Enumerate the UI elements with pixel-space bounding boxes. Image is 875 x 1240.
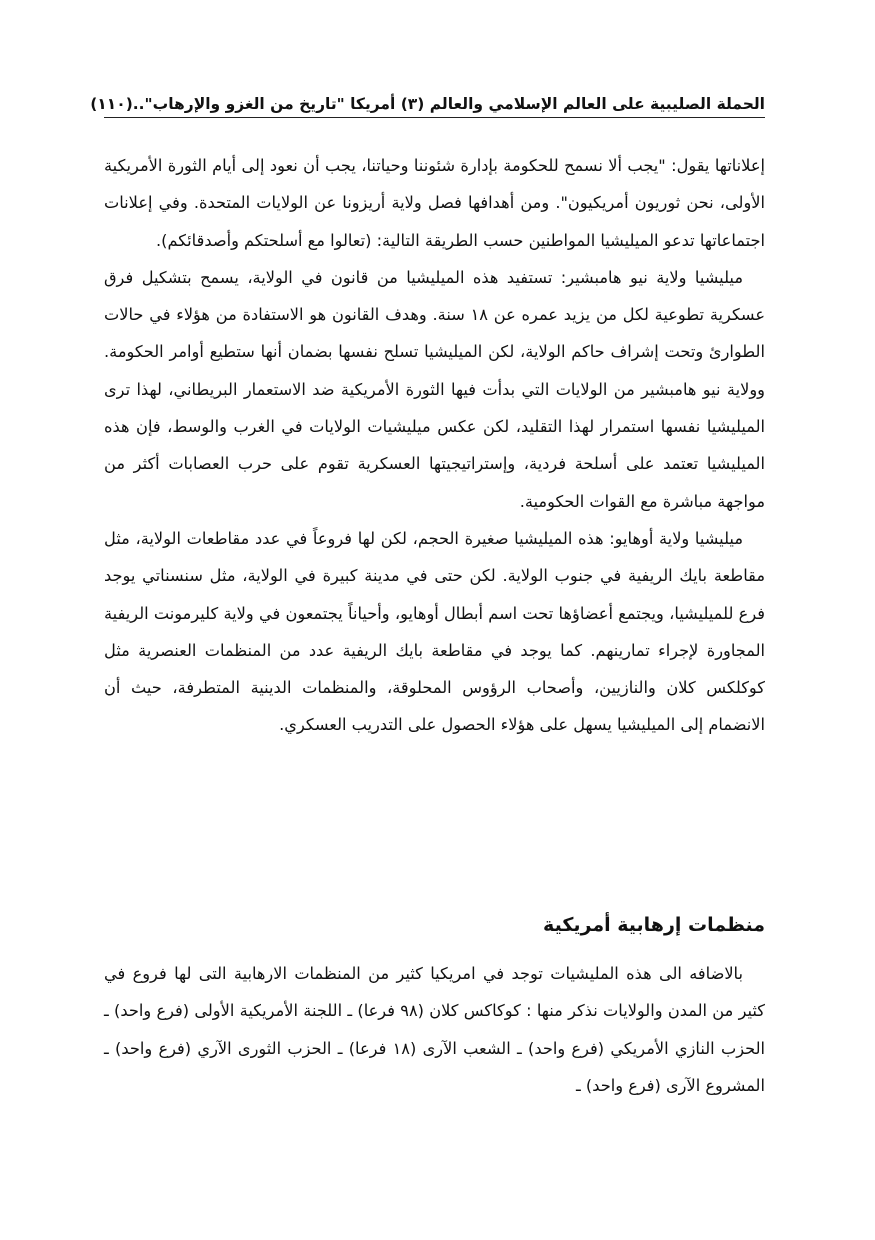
- section-heading: منظمات إرهابية أمريكية: [543, 914, 765, 936]
- page-number: (١١٠): [90, 95, 133, 113]
- body-text: [104, 147, 765, 744]
- paragraph-continuation: إعلاناتها يقول: "يجب ألا نسمح للحكومة بإدارة شئوننا وحياتنا، يجب أن نعود إلى أيام الثورة الأمريكية الأولى، نحن ثوريون أمريكيون". ومن أهدافها فصل ولاية أريزونا عن الولايات المتحدة. وفي إعلانات اجتماعاتها تدعو الميليشيا المواطنين حسب الطريقة التالية: (تعالوا مع أسلحتكم وأصدقائكم).: [104, 156, 765, 250]
- section-body: [104, 955, 765, 1104]
- header-title: الحملة الصليبية على العالم الإسلامي والعالم (٣) أمريكا "تاريخ من الغزو والإرهاب"..: [132, 95, 765, 113]
- paragraph-ohio-militia: ميليشيا ولاية أوهايو: هذه الميليشيا صغيرة الحجم، لكن لها فروعاً في عدد مقاطعات الولاية، مثل مقاطعة بايك الريفية في جنوب الولاية. لكن حتى في مدينة كبيرة في الولاية، مثل سنسناتي يوجد فرع للميليشيا، ويجتمع أعضاؤها تحت اسم أبطال أوهايو، وأحياناً يجتمعون في ولاية كليرمونت الريفية المجاورة لإجراء تمارينهم. كما يوجد في مقاطعة بايك الريفية عدد من المنظمات العنصرية مثل كوكلكس كلان والنازيين، وأصحاب الرؤوس المحلوقة، والمنظمات الدينية المتطرفة، حيث أن الانضمام إلى الميليشيا يسهل على هؤلاء الحصول على التدريب العسكري.: [104, 528, 765, 735]
- paragraph-new-hampshire-militia: ميليشيا ولاية نيو هامبشير: تستفيد هذه الميليشيا من قانون في الولاية، يسمح بتشكيل فرق عسكرية تطوعية لكل من يزيد عمره عن ١٨ سنة. وهدف القانون هو الاستفادة من هؤلاء في حالات الطوارئ وتحت إشراف حاكم الولاية، لكن الميليشيا تسلح نفسها بضمان أنها ستطيع أوامر الحكومة. وولاية نيو هامبشير من الولايات التي بدأت فيها الثورة الأمريكية ضد الاستعمار البريطاني، لهذا ترى الميليشيا نفسها استمرار لهذا التقليد، لكن عكس ميليشيات الولايات في الغرب والوسط، فإن هذه الميليشيا تعتمد على أسلحة فردية، وإستراتيجيتها العسكرية تقوم على حرب العصابات أكثر من مواجهة مباشرة مع القوات الحكومية.: [104, 267, 765, 511]
- running-header: [90, 88, 765, 118]
- paragraph-terror-organizations: بالاضافه الى هذه المليشيات توجد في امريكيا كثير من المنظمات الارهابية التى لها فروع في كثير من المدن والولايات نذكر منها : كوكاكس كلان (٩٨ فرعا) ـ اللجنة الأمريكية الأولى (فرع واحد) ـ الحزب النازي الأمريكي (فرع واحد) ـ الشعب الآرى (١٨ فرعا) ـ الحزب الثورى الآري (فرع واحد) ـ المشروع الآرى (فرع واحد) ـ: [104, 964, 766, 1095]
